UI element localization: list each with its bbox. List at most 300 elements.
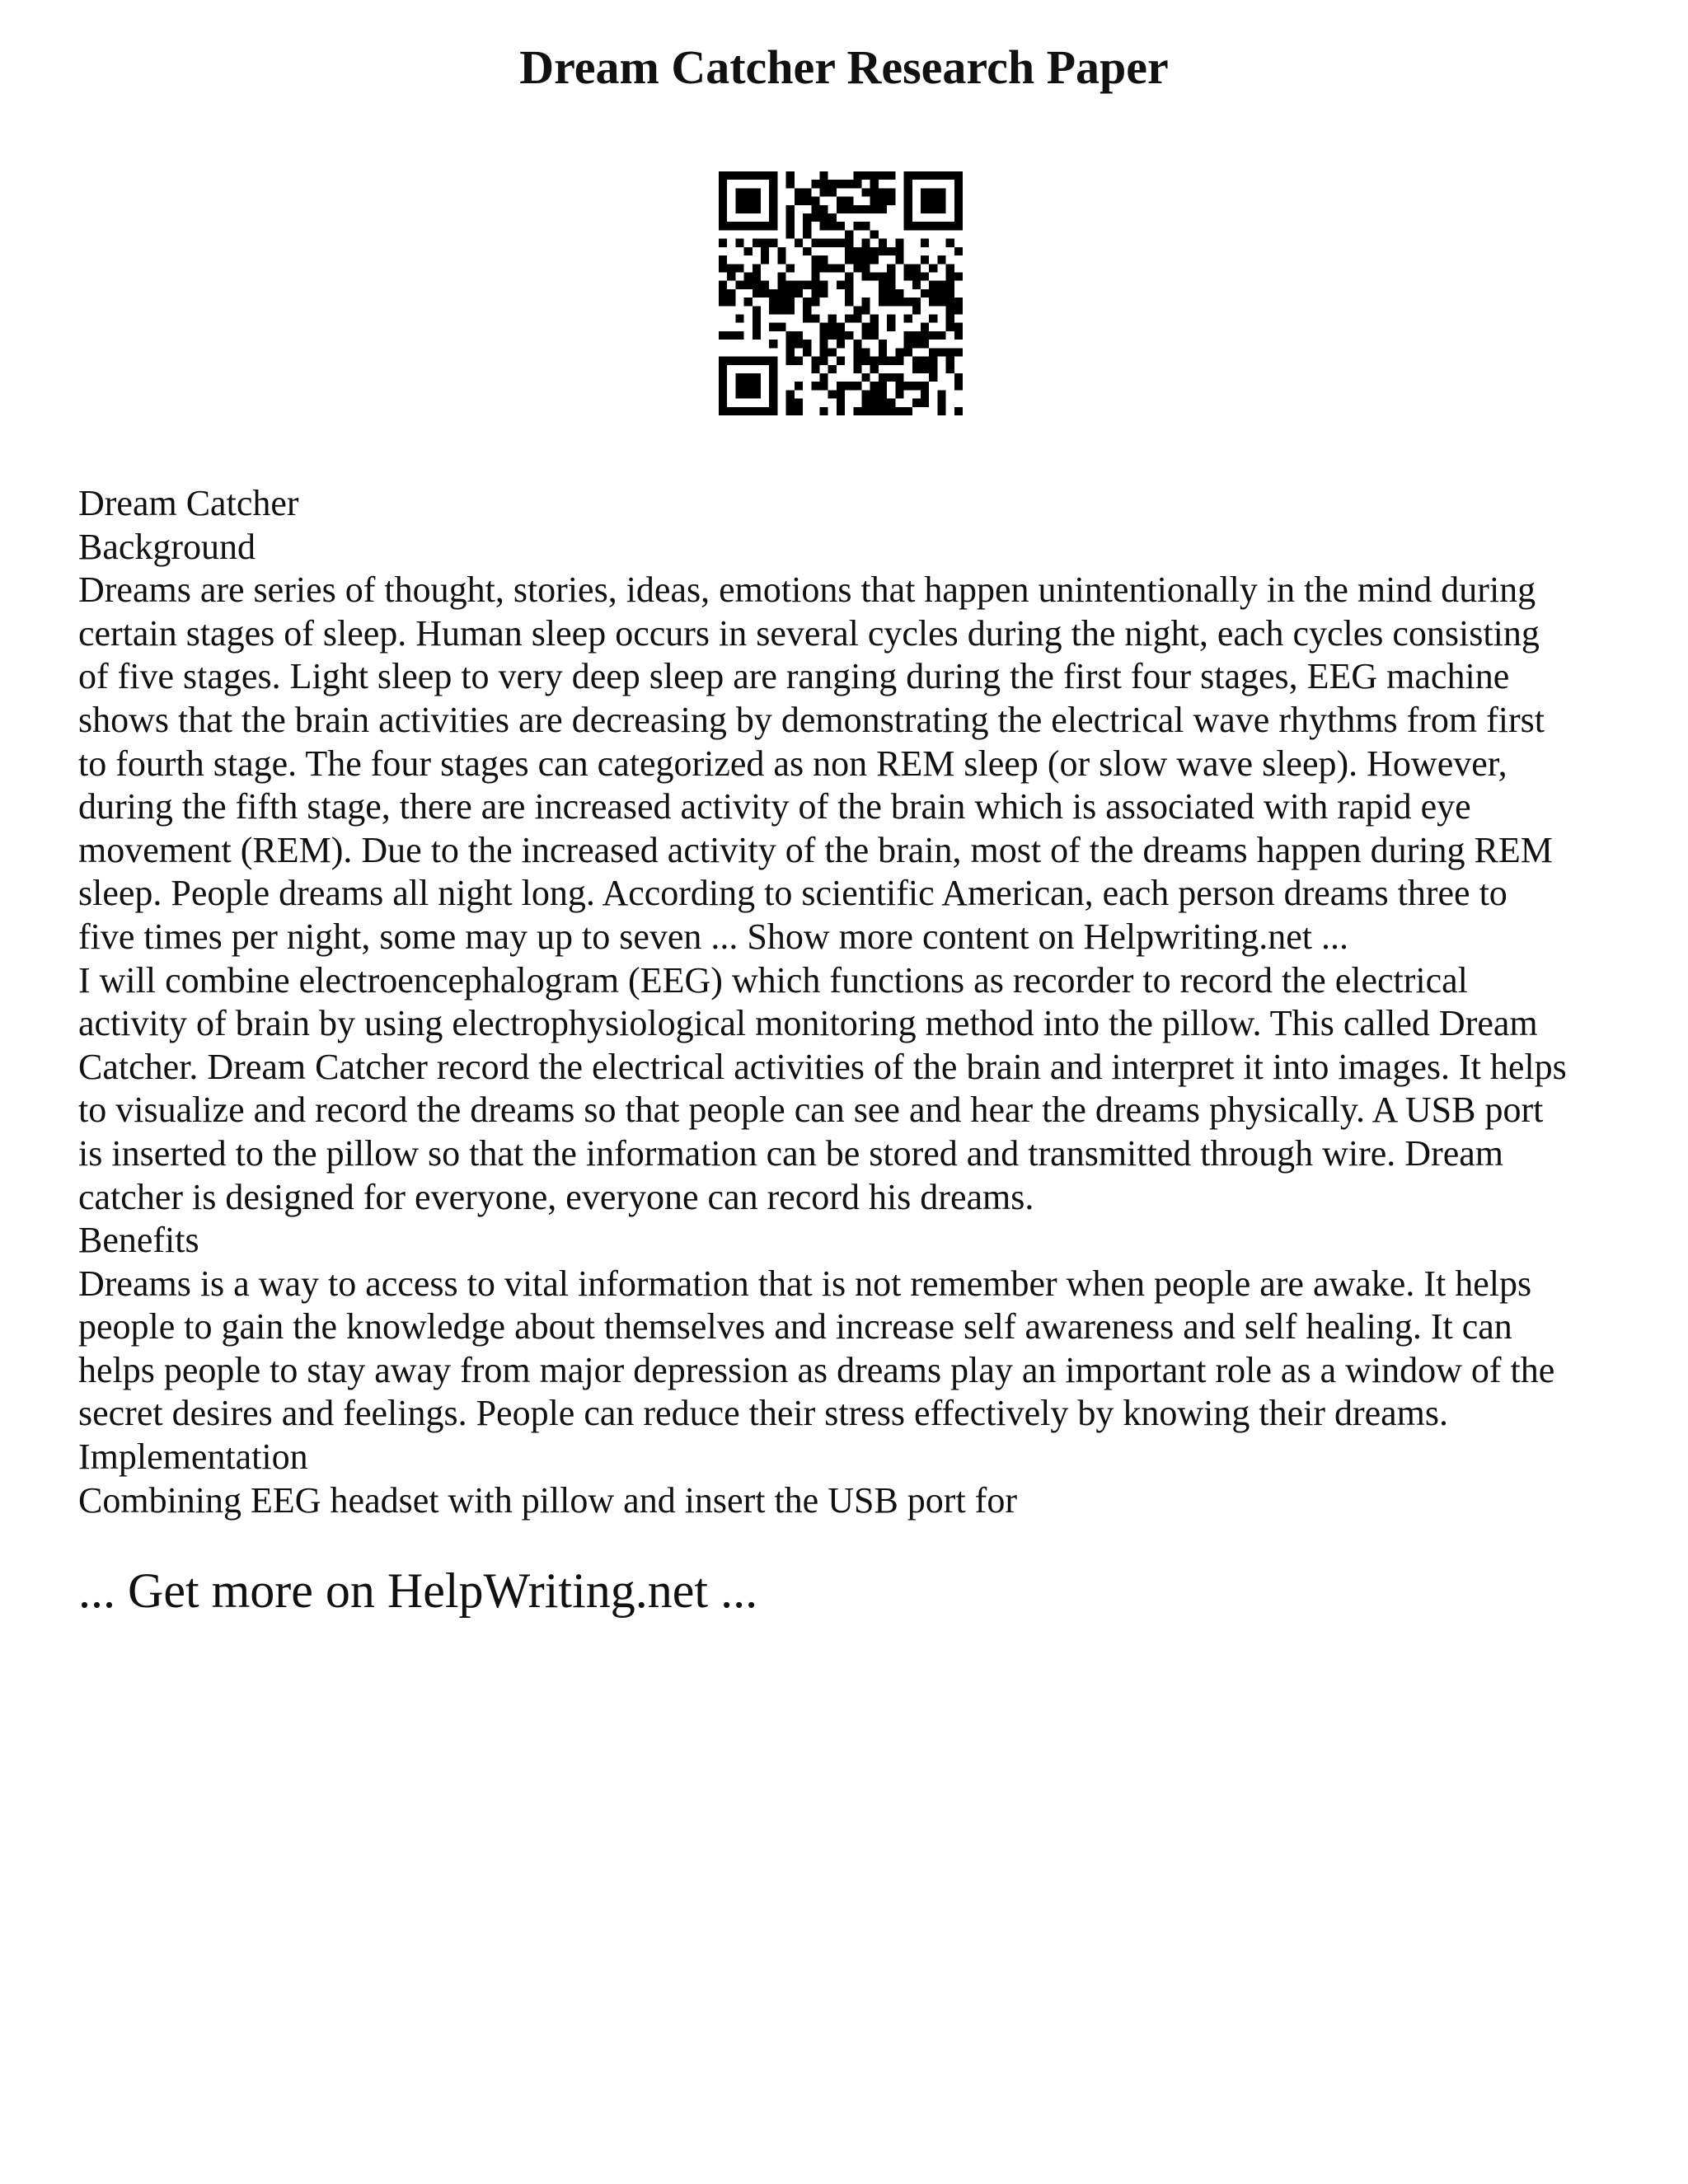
qr-module [803,298,811,306]
qr-module [811,281,819,289]
qr-module [819,340,828,348]
qr-module [828,180,837,188]
qr-module [719,188,727,196]
qr-module [819,180,828,188]
qr-module [845,272,853,280]
qr-module [719,205,727,213]
qr-module [904,340,912,348]
qr-module [837,399,845,407]
qr-module [853,407,861,415]
qr-module [937,171,945,180]
qr-module [719,197,727,205]
qr-module [954,171,963,180]
qr-module [753,357,761,365]
qr-module [912,382,921,390]
qr-module [870,272,879,280]
qr-module [879,382,887,390]
qr-module [744,281,753,289]
qr-module [769,306,777,314]
section-heading: Background [78,526,256,567]
qr-module [870,315,879,323]
qr-module [862,239,870,247]
qr-module [921,357,929,365]
qr-module [937,298,945,306]
qr-module [954,407,963,415]
paragraph-line: people to gain the knowledge about themselves and increase self awareness and self healing. It can [78,1306,1512,1347]
qr-module [753,264,761,272]
qr-module [828,315,837,323]
qr-module [845,197,853,205]
qr-module [912,306,921,314]
qr-module [819,323,828,331]
qr-module [786,340,795,348]
qr-module [870,230,879,238]
qr-module [937,331,945,340]
qr-module [937,289,945,298]
qr-module [753,407,761,415]
qr-code[interactable] [719,171,963,415]
qr-module [954,197,963,205]
qr-module [828,390,837,398]
qr-module [879,340,887,348]
qr-module [937,407,945,415]
qr-module [744,357,753,365]
qr-module [946,306,954,314]
qr-module [929,373,937,382]
qr-module [879,390,887,398]
qr-module [895,298,903,306]
qr-module [828,213,837,222]
qr-module [929,289,937,298]
qr-module [719,331,727,340]
qr-module [811,298,819,306]
qr-module [786,180,795,188]
qr-module [735,373,743,382]
qr-module [954,323,963,331]
qr-module [845,247,853,255]
qr-module [803,281,811,289]
qr-module [862,171,870,180]
qr-module [786,213,795,222]
qr-module [879,281,887,289]
qr-module [761,289,769,298]
qr-module [921,205,929,213]
qr-module [954,331,963,340]
qr-module [795,340,803,348]
qr-module [769,382,777,390]
qr-module [862,298,870,306]
qr-module [753,315,761,323]
qr-module [929,264,937,272]
qr-module [727,407,735,415]
qr-module [862,255,870,264]
qr-module [845,382,853,390]
qr-module [753,331,761,340]
qr-module [819,213,828,222]
qr-module [879,205,887,213]
qr-module [862,357,870,365]
qr-module [735,222,743,230]
qr-module [803,247,811,255]
paragraph-line: to fourth stage. The four stages can categorized as non REM sleep (or slow wave sleep). However, [78,743,1507,784]
qr-module [753,239,761,247]
qr-module [904,315,912,323]
qr-module [769,340,777,348]
qr-module [929,331,937,340]
qr-module [744,197,753,205]
qr-module [744,171,753,180]
qr-module [819,357,828,365]
qr-module [904,171,912,180]
qr-module [954,306,963,314]
qr-module [904,264,912,272]
qr-module [904,222,912,230]
qr-module [904,197,912,205]
qr-module [753,281,761,289]
qr-module [786,298,795,306]
qr-module [786,399,795,407]
qr-module [929,315,937,323]
qr-module [845,239,853,247]
qr-module [735,357,743,365]
qr-module [769,298,777,306]
qr-module [761,239,769,247]
qr-module [862,348,870,356]
qr-module [777,298,785,306]
qr-module [895,382,903,390]
get-more-link[interactable]: ... Get more on HelpWriting.net ... [78,1563,758,1618]
qr-module [904,213,912,222]
qr-module [719,222,727,230]
qr-module [921,222,929,230]
qr-module [837,264,845,272]
qr-module [946,365,954,373]
qr-module [853,264,861,272]
qr-module [744,272,753,280]
qr-module [954,373,963,382]
qr-module [735,281,743,289]
qr-module [795,399,803,407]
qr-module [870,399,879,407]
qr-module [735,407,743,415]
qr-module [879,298,887,306]
qr-module [837,281,845,289]
qr-module [744,188,753,196]
qr-module [828,331,837,340]
section-heading: Dream Catcher [78,483,299,523]
qr-module [853,382,861,390]
qr-module [870,331,879,340]
qr-module [803,230,811,238]
qr-module [879,357,887,365]
qr-module [845,255,853,264]
qr-module [777,281,785,289]
qr-module [912,399,921,407]
qr-module [761,255,769,264]
qr-module [719,171,727,180]
qr-module [862,399,870,407]
qr-module [819,205,828,213]
qr-module [921,188,929,196]
qr-module [837,239,845,247]
qr-module [862,188,870,196]
qr-module [929,357,937,365]
qr-module [769,373,777,382]
qr-module [777,272,785,280]
qr-module [828,323,837,331]
qr-module [719,365,727,373]
qr-module [870,188,879,196]
qr-module [735,239,743,247]
qr-module [719,264,727,272]
qr-module [929,197,937,205]
qr-module [795,407,803,415]
qr-module [879,289,887,298]
qr-module [744,298,753,306]
qr-module [769,289,777,298]
qr-module [921,171,929,180]
qr-module [777,255,785,264]
qr-module [837,407,845,415]
qr-module [887,264,895,272]
qr-module [719,407,727,415]
qr-module [895,357,903,365]
qr-module [803,348,811,356]
qr-module [921,323,929,331]
qr-module [845,298,853,306]
qr-module [862,373,870,382]
qr-module [879,247,887,255]
qr-module [769,239,777,247]
qr-module [870,407,879,415]
section-heading: Benefits [78,1220,199,1261]
qr-module [735,264,743,272]
qr-module [761,357,769,365]
qr-module [862,306,870,314]
qr-module [887,357,895,365]
qr-module [837,205,845,213]
qr-module [735,188,743,196]
qr-module [887,298,895,306]
qr-module [744,407,753,415]
qr-module [769,399,777,407]
qr-module [904,382,912,390]
qr-module [879,373,887,382]
qr-module [870,197,879,205]
qr-module [954,213,963,222]
qr-module [786,390,795,398]
qr-module [753,205,761,213]
document-body [78,482,1628,1522]
qr-module [845,205,853,213]
qr-module [929,298,937,306]
qr-module [777,306,785,314]
qr-module [912,272,921,280]
qr-module [786,205,795,213]
qr-module [786,331,795,340]
qr-module [853,171,861,180]
qr-module [761,407,769,415]
qr-module [828,365,837,373]
qr-module [795,382,803,390]
qr-module [845,315,853,323]
qr-module [904,272,912,280]
paragraph-line: activity of brain by using electrophysiological monitoring method into the pillow. This called Dream [78,1003,1538,1044]
qr-module [879,239,887,247]
qr-module [735,390,743,398]
qr-module [904,331,912,340]
paragraph-line: five times per night, some may up to seven ... Show more content on Helpwriting.net ... [78,916,1348,957]
qr-module [946,357,954,365]
qr-module [845,281,853,289]
qr-module [853,247,861,255]
qr-module [744,390,753,398]
qr-module [904,188,912,196]
paragraph-line: catcher is designed for everyone, everyone can record his dreams. [78,1176,1034,1217]
paragraph-line: certain stages of sleep. Human sleep occurs in several cycles during the night, each cycles consisting [78,612,1540,654]
qr-module [828,239,837,247]
qr-module [819,348,828,356]
qr-module [727,171,735,180]
qr-module [895,373,903,382]
qr-module [828,348,837,356]
qr-module [819,264,828,272]
qr-module [946,348,954,356]
qr-module [946,264,954,272]
qr-module [937,281,945,289]
qr-module [769,222,777,230]
qr-module [879,399,887,407]
qr-module [921,331,929,340]
qr-module [862,331,870,340]
qr-module [946,239,954,247]
qr-module [904,348,912,356]
paragraph-line: helps people to stay away from major depression as dreams play an important role as a window of the [78,1349,1555,1390]
qr-module [769,357,777,365]
qr-module [895,348,903,356]
paragraph-line: sleep. People dreams all night long. According to scientific American, each person dreams three to [78,873,1507,914]
qr-module [761,247,769,255]
qr-module [803,188,811,196]
qr-module [870,382,879,390]
qr-module [795,197,803,205]
qr-module [803,315,811,323]
qr-module [719,357,727,365]
qr-module [845,289,853,298]
qr-module [753,171,761,180]
qr-module [786,222,795,230]
paragraph-line: during the fifth stage, there are increased activity of the brain which is associated with rapid eye [78,786,1471,827]
qr-module [870,247,879,255]
qr-module [921,255,929,264]
qr-module [837,197,845,205]
qr-module [937,188,945,196]
qr-module [727,272,735,280]
qr-module [753,197,761,205]
qr-module [887,171,895,180]
qr-module [853,357,861,365]
qr-module [895,247,903,255]
qr-module [795,289,803,298]
qr-module [719,382,727,390]
qr-module [862,390,870,398]
qr-module [803,306,811,314]
qr-module [811,382,819,390]
qr-module [769,390,777,398]
qr-module [929,171,937,180]
qr-module [879,348,887,356]
qr-module [954,180,963,188]
paragraph-line: is inserted to the pillow so that the information can be stored and transmitted through wire. Dream [78,1132,1504,1174]
qr-module [753,289,761,298]
qr-module [819,239,828,247]
qr-module [803,213,811,222]
qr-module [753,390,761,398]
qr-module [946,272,954,280]
qr-module [904,407,912,415]
paragraph-line: shows that the brain activities are decreasing by demonstrating the electrical wave rhythms from first [78,699,1545,740]
qr-module [828,264,837,272]
qr-module [946,323,954,331]
qr-module [719,281,727,289]
qr-module [828,222,837,230]
qr-module [921,382,929,390]
qr-module [946,315,954,323]
qr-module [887,315,895,323]
qr-module [870,255,879,264]
qr-module [753,188,761,196]
qr-module [719,213,727,222]
qr-module [837,382,845,390]
qr-module [946,281,954,289]
qr-module [937,399,945,407]
qr-module [811,180,819,188]
qr-module [769,323,777,331]
qr-module [719,390,727,398]
qr-module [753,222,761,230]
qr-module [811,205,819,213]
qr-module [803,340,811,348]
qr-module [811,197,819,205]
qr-module [921,399,929,407]
qr-module [929,348,937,356]
qr-module [786,357,795,365]
qr-module [937,205,945,213]
qr-module [954,188,963,196]
qr-module [744,205,753,213]
qr-module [937,348,945,356]
qr-module [912,281,921,289]
qr-module [761,222,769,230]
qr-module [862,264,870,272]
qr-module [895,407,903,415]
qr-module [828,188,837,196]
paragraph-line: Catcher. Dream Catcher record the electrical activities of the brain and interpret it into images. It helps [78,1046,1567,1087]
qr-module [735,205,743,213]
qr-module [727,289,735,298]
qr-module [929,222,937,230]
qr-module [853,222,861,230]
qr-module [753,323,761,331]
qr-module [727,357,735,365]
qr-module [921,365,929,373]
qr-module [879,407,887,415]
qr-module [895,390,903,398]
qr-module [786,306,795,314]
qr-module [921,239,929,247]
qr-module [954,348,963,356]
qr-module [912,264,921,272]
